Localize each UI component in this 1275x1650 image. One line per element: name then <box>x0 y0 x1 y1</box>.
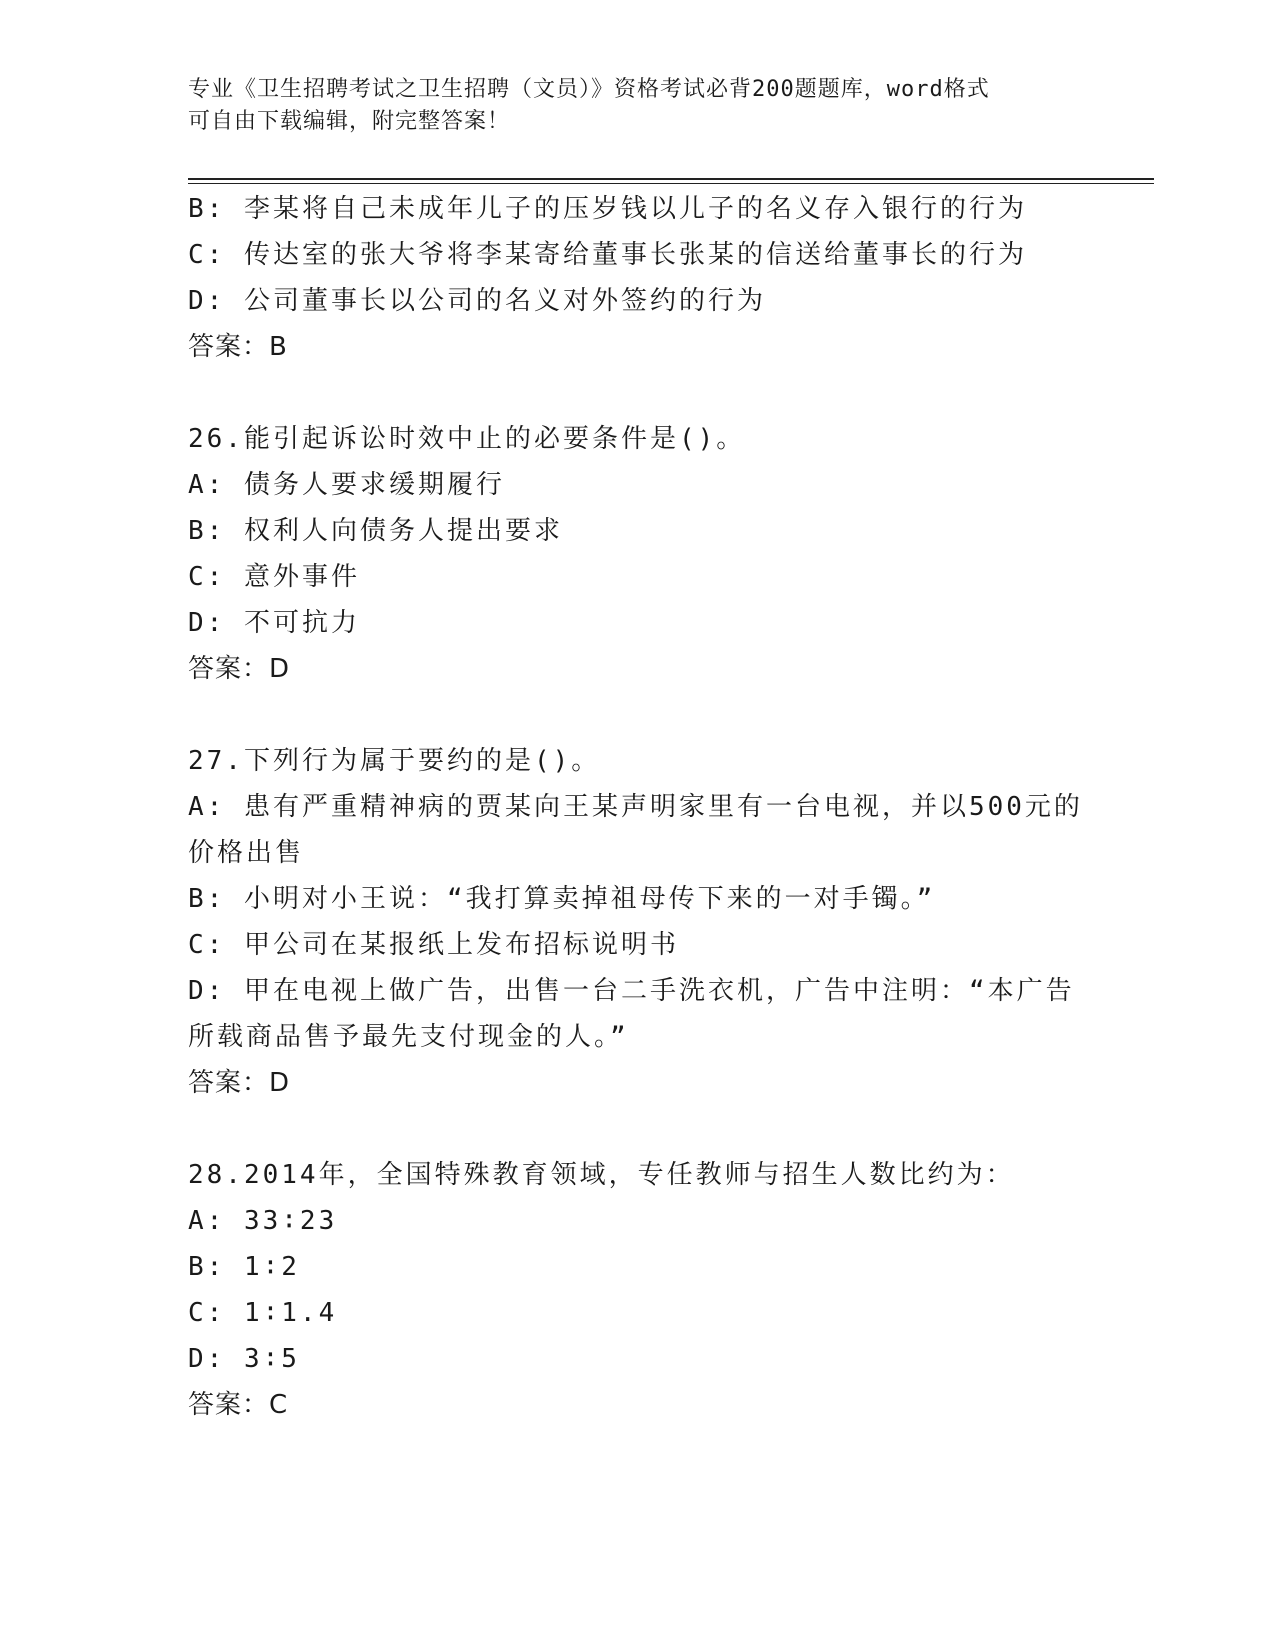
q27-answer: 答案：D <box>188 1068 291 1098</box>
q25-option-c: C: 传达室的张大爷将李某寄给董事长张某的信送给董事长的行为 <box>188 240 1027 270</box>
q26-option-c: C: 意外事件 <box>188 562 360 592</box>
q26-answer: 答案：D <box>188 654 291 684</box>
q25-option-b: B: 李某将自己未成年儿子的压岁钱以儿子的名义存入银行的行为 <box>188 194 1027 224</box>
q26-question: 26.能引起诉讼时效中止的必要条件是()。 <box>188 424 746 454</box>
question-28 <box>188 1152 1088 1428</box>
q27-option-a-line1: A: 患有严重精神病的贾某向王某声明家里有一台电视，并以500元的 <box>188 792 1083 822</box>
q28-option-d: D: 3∶5 <box>188 1344 300 1374</box>
spacer <box>188 692 1088 738</box>
spacer <box>188 370 1088 416</box>
q25-option-d: D: 公司董事长以公司的名义对外签约的行为 <box>188 286 766 316</box>
header-divider-thin <box>188 183 1154 184</box>
q28-question: 28.2014年，全国特殊教育领域，专任教师与招生人数比约为： <box>188 1160 1015 1190</box>
q27-option-b: B: 小明对小王说：“我打算卖掉祖母传下来的一对手镯。” <box>188 884 936 914</box>
q26-option-b: B: 权利人向债务人提出要求 <box>188 516 563 546</box>
q27-option-a-line2: 价格出售 <box>188 838 305 868</box>
question-27 <box>188 738 1088 1106</box>
q27-question: 27.下列行为属于要约的是()。 <box>188 746 601 776</box>
q27-option-d-line2: 所载商品售予最先支付现金的人。” <box>188 1022 629 1052</box>
question-content <box>188 186 1088 1428</box>
question-25-tail <box>188 186 1088 370</box>
header-divider-thick <box>188 178 1154 180</box>
q26-option-a: A: 债务人要求缓期履行 <box>188 470 505 500</box>
document-header <box>188 74 1088 138</box>
q28-answer: 答案：C <box>188 1390 289 1420</box>
q25-answer: 答案：B <box>188 332 288 362</box>
q27-option-c: C: 甲公司在某报纸上发布招标说明书 <box>188 930 679 960</box>
q26-option-d: D: 不可抗力 <box>188 608 360 638</box>
header-line-2: 可自由下载编辑，附完整答案！ <box>188 109 511 134</box>
q27-option-d-line1: D: 甲在电视上做广告，出售一台二手洗衣机，广告中注明：“本广告 <box>188 976 1075 1006</box>
q28-option-b: B: 1∶2 <box>188 1252 300 1282</box>
q28-option-a: A: 33∶23 <box>188 1206 338 1236</box>
question-26 <box>188 416 1088 692</box>
header-line-1: 专业《卫生招聘考试之卫生招聘（文员）》资格考试必背200题题库，word格式 <box>188 77 990 102</box>
spacer <box>188 1106 1088 1152</box>
q28-option-c: C: 1∶1.4 <box>188 1298 338 1328</box>
